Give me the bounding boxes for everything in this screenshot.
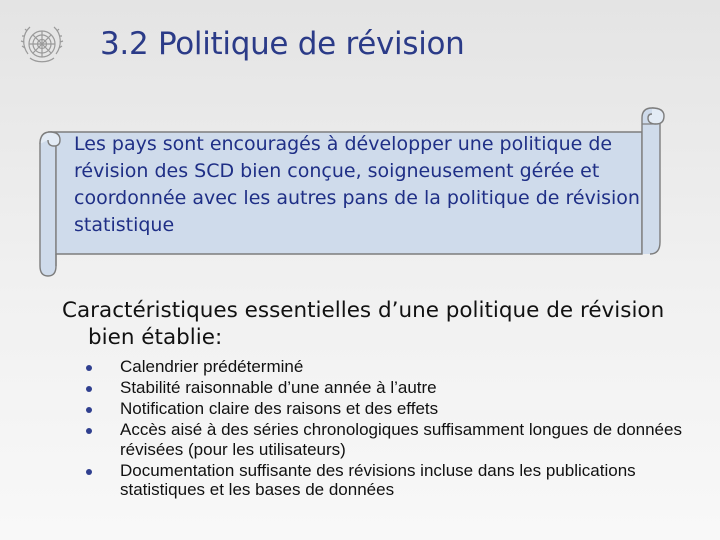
list-item-text: Documentation suffisante des révisions incluse dans les publications statistiques et les bases de données <box>120 460 636 499</box>
list-item <box>86 420 686 459</box>
list-item-text: Accès aisé à des séries chronologiques suffisamment longues de données révisées (pour les utilisateurs) <box>120 420 682 459</box>
bullet-icon <box>86 469 92 475</box>
scroll-text: Les pays sont encouragés à développer une politique de révision des SCD bien conçue, soigneusement gérée et coordonnée avec les autres pans de la politique de révision statistique <box>74 133 640 236</box>
list-item-text: Notification claire des raisons et des effets <box>120 399 439 418</box>
un-emblem-icon <box>18 20 66 68</box>
section-heading: Caractéristiques essentielles d’une politique de révision bien établie: <box>62 298 665 350</box>
list-item <box>86 357 686 377</box>
slide-title: 3.2 Politique de révision <box>100 26 465 62</box>
bullet-icon <box>86 428 92 434</box>
bullet-list <box>86 357 686 501</box>
list-item-text: Stabilité raisonnable d’une année à l’autre <box>120 378 437 397</box>
bullet-icon <box>86 386 92 392</box>
list-item <box>86 378 686 398</box>
list-item <box>86 399 686 419</box>
bullet-icon <box>86 365 92 371</box>
list-item <box>86 461 686 500</box>
list-item-text: Calendrier prédéterminé <box>120 357 304 376</box>
bullet-icon <box>86 407 92 413</box>
